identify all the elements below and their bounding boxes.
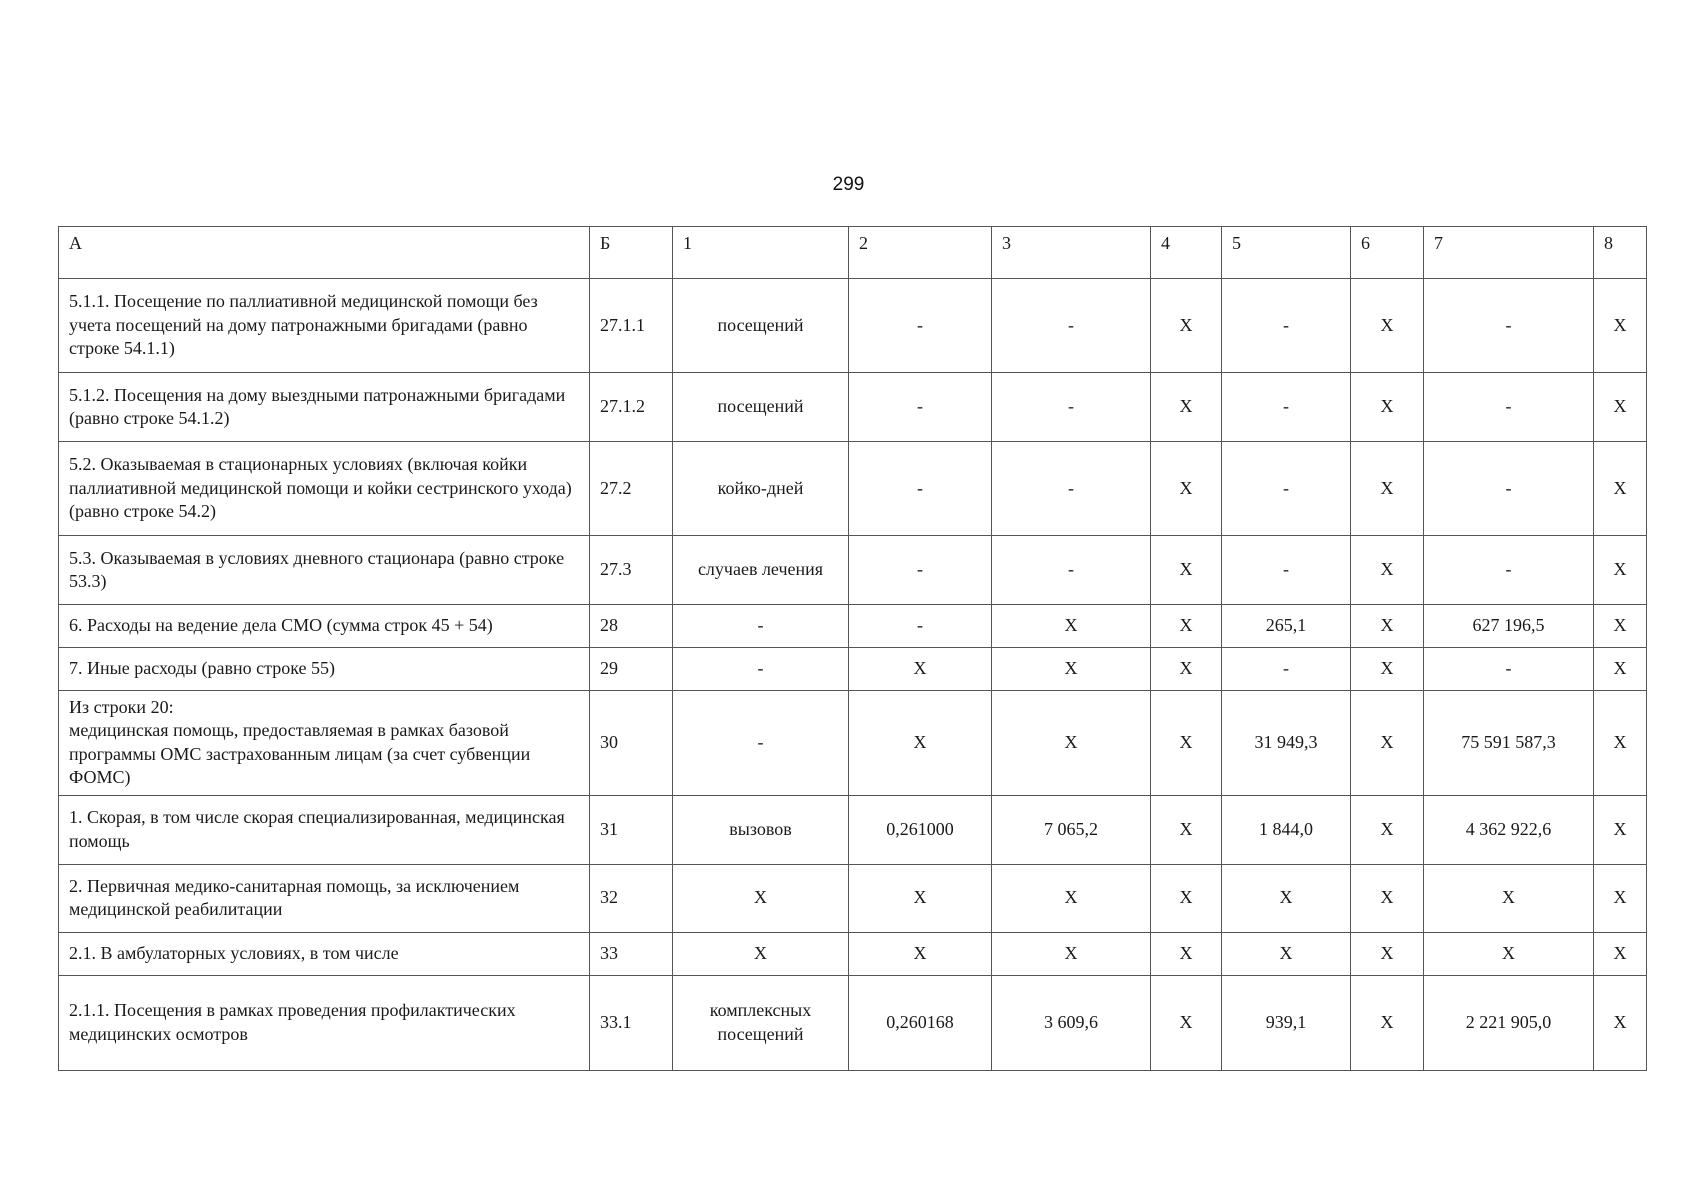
col-3-cell: -: [992, 442, 1151, 536]
col-7-cell: -: [1424, 442, 1594, 536]
header-cell-8: 8: [1594, 227, 1647, 279]
col-1-cell: -: [673, 648, 849, 691]
col-2-cell: Х: [849, 864, 992, 932]
col-5-cell: Х: [1222, 864, 1351, 932]
col-6-cell: Х: [1351, 442, 1424, 536]
col-4-cell: Х: [1151, 605, 1222, 648]
col-7-cell: -: [1424, 373, 1594, 442]
col-4-cell: Х: [1151, 442, 1222, 536]
row-name-cell: 2. Первичная медико-санитарная помощь, за исключением медицинской реабилитации: [59, 864, 590, 932]
col-7-cell: 75 591 587,3: [1424, 691, 1594, 796]
row-code-cell: 28: [590, 605, 673, 648]
col-7-cell: -: [1424, 648, 1594, 691]
col-3-cell: Х: [992, 691, 1151, 796]
col-7-cell: Х: [1424, 864, 1594, 932]
row-code-cell: 33.1: [590, 975, 673, 1070]
col-4-cell: Х: [1151, 691, 1222, 796]
table-body: [59, 227, 1647, 1071]
col-1-cell: -: [673, 605, 849, 648]
report-table: [58, 226, 1647, 1071]
table-row: [59, 795, 1647, 864]
col-1-cell: посещений: [673, 279, 849, 373]
col-1-cell: койко-дней: [673, 442, 849, 536]
table-row: [59, 279, 1647, 373]
table-row: [59, 691, 1647, 796]
header-cell-7: 7: [1424, 227, 1594, 279]
col-3-cell: 3 609,6: [992, 975, 1151, 1070]
col-5-cell: -: [1222, 279, 1351, 373]
header-row: [59, 227, 1647, 279]
row-name-cell: 1. Скорая, в том числе скорая специализированная, медицинская помощь: [59, 795, 590, 864]
row-name-cell: 6. Расходы на ведение дела СМО (сумма строк 45 + 54): [59, 605, 590, 648]
col-6-cell: Х: [1351, 373, 1424, 442]
col-6-cell: Х: [1351, 605, 1424, 648]
col-5-cell: 939,1: [1222, 975, 1351, 1070]
header-cell-a: А: [59, 227, 590, 279]
col-3-cell: 7 065,2: [992, 795, 1151, 864]
row-code-cell: 27.1.2: [590, 373, 673, 442]
row-code-cell: 30: [590, 691, 673, 796]
table-row: [59, 536, 1647, 605]
col-4-cell: Х: [1151, 648, 1222, 691]
col-3-cell: Х: [992, 648, 1151, 691]
row-name-cell: 5.1.1. Посещение по паллиативной медицинской помощи без учета посещений на дому патронажными бригадами (равно строке 54.1.1): [59, 279, 590, 373]
table-row: [59, 864, 1647, 932]
col-1-cell: вызовов: [673, 795, 849, 864]
col-2-cell: 0,261000: [849, 795, 992, 864]
col-4-cell: Х: [1151, 373, 1222, 442]
col-2-cell: -: [849, 605, 992, 648]
col-3-cell: Х: [992, 605, 1151, 648]
header-cell-3: 3: [992, 227, 1151, 279]
row-code-cell: 31: [590, 795, 673, 864]
col-8-cell: Х: [1594, 279, 1647, 373]
row-name-cell: 2.1.1. Посещения в рамках проведения профилактических медицинских осмотров: [59, 975, 590, 1070]
header-cell-4: 4: [1151, 227, 1222, 279]
col-4-cell: Х: [1151, 975, 1222, 1070]
col-3-cell: -: [992, 536, 1151, 605]
col-3-cell: -: [992, 279, 1151, 373]
col-2-cell: -: [849, 373, 992, 442]
col-5-cell: 1 844,0: [1222, 795, 1351, 864]
col-3-cell: -: [992, 373, 1151, 442]
col-1-cell: Х: [673, 932, 849, 975]
row-code-cell: 27.2: [590, 442, 673, 536]
col-3-cell: Х: [992, 864, 1151, 932]
col-7-cell: 4 362 922,6: [1424, 795, 1594, 864]
col-6-cell: Х: [1351, 975, 1424, 1070]
table-row: [59, 975, 1647, 1070]
col-8-cell: Х: [1594, 691, 1647, 796]
col-6-cell: Х: [1351, 795, 1424, 864]
row-name-cell: 5.3. Оказываемая в условиях дневного стационара (равно строке 53.3): [59, 536, 590, 605]
col-2-cell: -: [849, 442, 992, 536]
col-1-cell: Х: [673, 864, 849, 932]
col-5-cell: Х: [1222, 932, 1351, 975]
col-6-cell: Х: [1351, 932, 1424, 975]
table-row: [59, 442, 1647, 536]
col-6-cell: Х: [1351, 691, 1424, 796]
col-7-cell: Х: [1424, 932, 1594, 975]
col-7-cell: 627 196,5: [1424, 605, 1594, 648]
col-2-cell: 0,260168: [849, 975, 992, 1070]
col-2-cell: Х: [849, 691, 992, 796]
col-2-cell: Х: [849, 932, 992, 975]
col-7-cell: -: [1424, 279, 1594, 373]
col-5-cell: 265,1: [1222, 605, 1351, 648]
col-6-cell: Х: [1351, 536, 1424, 605]
row-code-cell: 32: [590, 864, 673, 932]
header-cell-b: Б: [590, 227, 673, 279]
row-code-cell: 27.3: [590, 536, 673, 605]
col-2-cell: Х: [849, 648, 992, 691]
col-5-cell: -: [1222, 373, 1351, 442]
col-5-cell: -: [1222, 536, 1351, 605]
col-3-cell: Х: [992, 932, 1151, 975]
col-8-cell: Х: [1594, 442, 1647, 536]
col-8-cell: Х: [1594, 795, 1647, 864]
row-name-cell: 5.2. Оказываемая в стационарных условиях (включая койки паллиативной медицинской помощи и койки сестринского ухода) (равно строке 54.2): [59, 442, 590, 536]
col-1-cell: комплексных посещений: [673, 975, 849, 1070]
table-row: [59, 932, 1647, 975]
header-cell-5: 5: [1222, 227, 1351, 279]
col-4-cell: Х: [1151, 795, 1222, 864]
col-8-cell: Х: [1594, 975, 1647, 1070]
table-row: [59, 605, 1647, 648]
row-code-cell: 27.1.1: [590, 279, 673, 373]
row-name-cell: Из строки 20: медицинская помощь, предоставляемая в рамках базовой программы ОМС застрахованным лицам (за счет субвенции ФОМС): [59, 691, 590, 796]
col-8-cell: Х: [1594, 932, 1647, 975]
row-name-cell: 2.1. В амбулаторных условиях, в том числе: [59, 932, 590, 975]
col-7-cell: -: [1424, 536, 1594, 605]
col-4-cell: Х: [1151, 932, 1222, 975]
col-7-cell: 2 221 905,0: [1424, 975, 1594, 1070]
col-8-cell: Х: [1594, 648, 1647, 691]
page-number: 299: [832, 174, 865, 195]
table-row: [59, 373, 1647, 442]
row-name-cell: 5.1.2. Посещения на дому выездными патронажными бригадами (равно строке 54.1.2): [59, 373, 590, 442]
col-5-cell: -: [1222, 442, 1351, 536]
row-code-cell: 29: [590, 648, 673, 691]
col-8-cell: Х: [1594, 536, 1647, 605]
col-4-cell: Х: [1151, 864, 1222, 932]
col-1-cell: случаев лечения: [673, 536, 849, 605]
col-8-cell: Х: [1594, 864, 1647, 932]
col-6-cell: Х: [1351, 279, 1424, 373]
col-4-cell: Х: [1151, 279, 1222, 373]
col-8-cell: Х: [1594, 605, 1647, 648]
col-2-cell: -: [849, 536, 992, 605]
header-cell-1: 1: [673, 227, 849, 279]
col-6-cell: Х: [1351, 648, 1424, 691]
row-name-cell: 7. Иные расходы (равно строке 55): [59, 648, 590, 691]
header-cell-6: 6: [1351, 227, 1424, 279]
col-8-cell: Х: [1594, 373, 1647, 442]
col-5-cell: -: [1222, 648, 1351, 691]
col-1-cell: посещений: [673, 373, 849, 442]
col-2-cell: -: [849, 279, 992, 373]
table-row: [59, 648, 1647, 691]
col-1-cell: -: [673, 691, 849, 796]
header-cell-2: 2: [849, 227, 992, 279]
col-6-cell: Х: [1351, 864, 1424, 932]
col-4-cell: Х: [1151, 536, 1222, 605]
row-code-cell: 33: [590, 932, 673, 975]
col-5-cell: 31 949,3: [1222, 691, 1351, 796]
